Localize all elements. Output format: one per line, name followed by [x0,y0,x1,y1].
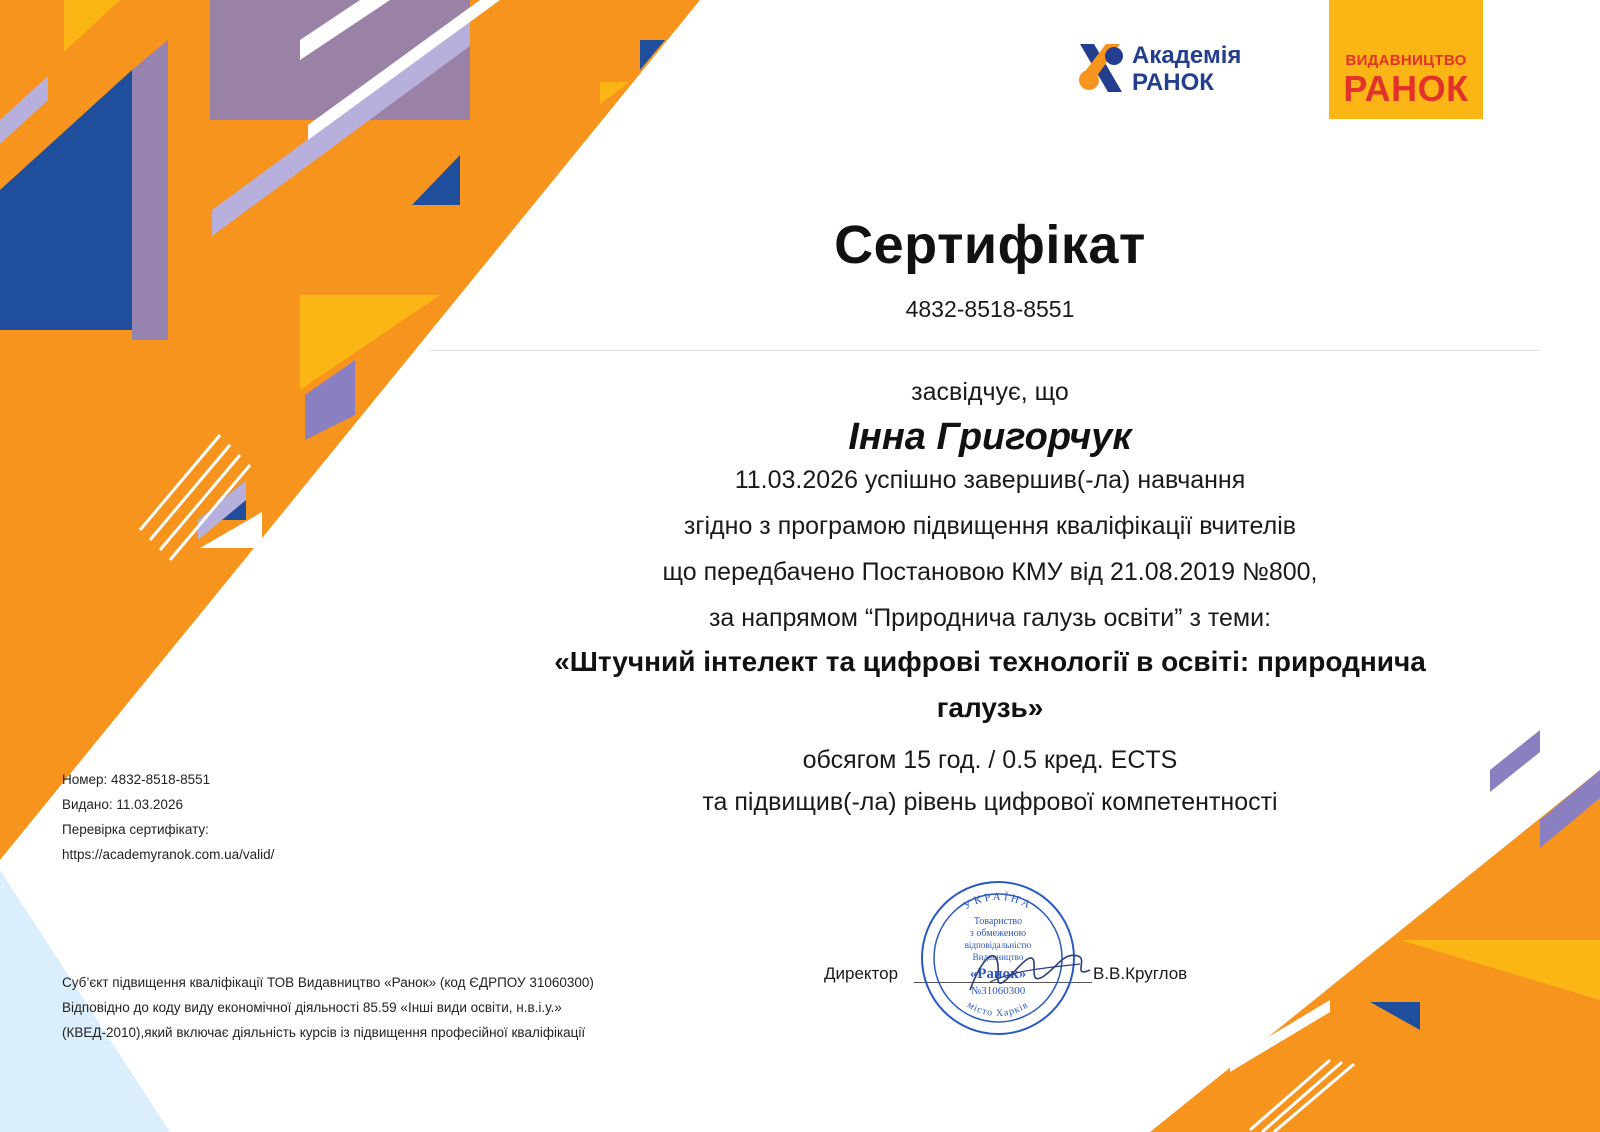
course-topic-line2: галузь» [936,692,1044,723]
direction-line: за напрямом “Природнича галузь освіти” з теми: [708,604,1272,632]
director-signature [960,930,1100,1010]
competence-line: та підвищив(-ла) рівень цифрової компетентності [702,788,1278,816]
academy-logo-line2: РАНОК [1132,69,1214,96]
academy-ranok-logo [1076,40,1286,100]
stamp-company-name: «Ранок» [969,966,1027,982]
signer-name: В.В.Круглов [1093,964,1188,983]
publisher-ranok-logo [1329,0,1483,119]
stamp-bottom-text: місто Харків [965,999,1031,1020]
footer-line-1: Суб’єкт підвищення кваліфікації ТОВ Видавництво «Ранок» (код ЄДРПОУ 31060300) [62,975,594,990]
stamp-code: №31060300 [970,985,1026,997]
decree-line: що передбачено Постановою КМУ від 21.08.2019 №800, [662,558,1318,586]
publisher-logo-small: ВИДАВНИЦТВО [1345,52,1467,69]
stamp-line-1: Товариство [973,916,1023,927]
meta-check-label: Перевірка сертифікату: [62,822,209,837]
director-label: Директор [824,964,899,983]
stamp-line-2: з обмеженою [969,928,1027,939]
certificate-number: 4832-8518-8551 [905,296,1075,322]
footer-line-2: Відповідно до коду виду економічної діяльності 85.59 «Інші види освіти, н.в.і.у.» [62,1000,562,1015]
footer-line-3: (КВЕД-2010),який включає діяльність курсів із підвищення професійної кваліфікації [62,1025,586,1040]
stamp-top-text: УКРАЇНА [961,890,1035,913]
academy-logo-line1: Академія [1132,42,1242,69]
meta-issued: Видано: 11.03.2026 [62,797,183,812]
recipient-name: Інна Григорчук [848,416,1132,458]
intro-text: засвідчує, що [911,378,1069,406]
divider [430,350,1540,351]
stamp-line-4: Видавництво [972,952,1024,962]
verification-link[interactable]: https://academyranok.com.ua/valid/ [62,847,275,862]
meta-number: Номер: 4832-8518-8551 [62,772,211,787]
academy-logo-icon [1076,40,1128,96]
academy-logo-text [1132,42,1241,96]
publisher-logo-big: РАНОК [1343,68,1469,109]
course-topic-line1: «Штучний інтелект та цифрові технології в освіті: природнича [554,646,1426,677]
certificate-title: Сертифікат [834,215,1146,275]
completion-line: 11.03.2026 успішно завершив(-ла) навчання [734,466,1246,494]
stamp-line-3: відповідальністю [964,940,1032,950]
volume-line: обсягом 15 год. / 0.5 кред. ECTS [802,746,1178,774]
program-line: згідно з програмою підвищення кваліфікації вчителів [683,512,1297,540]
